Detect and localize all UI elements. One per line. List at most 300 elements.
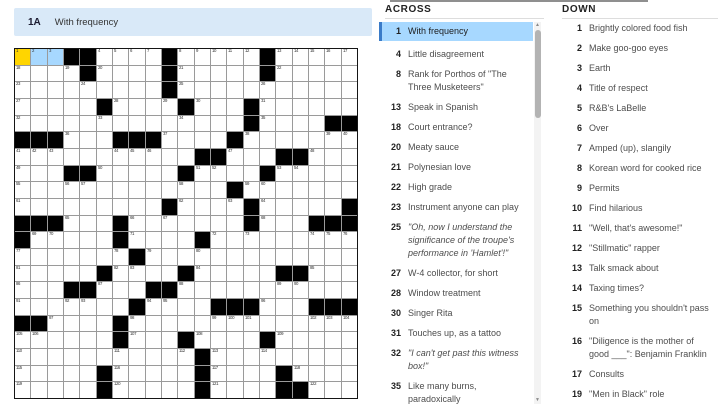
across-clue-13[interactable] [379, 101, 533, 114]
grid-cell[interactable] [227, 316, 242, 332]
grid-cell[interactable] [129, 99, 144, 115]
grid-cell[interactable] [64, 132, 79, 148]
grid-cell[interactable] [178, 232, 193, 248]
grid-cell[interactable] [260, 282, 275, 298]
grid-cell[interactable] [260, 299, 275, 315]
grid-cell[interactable] [97, 332, 112, 348]
grid-cell[interactable] [309, 99, 324, 115]
grid-cell[interactable] [113, 149, 128, 165]
grid-cell[interactable] [244, 249, 259, 265]
grid-cell[interactable] [97, 66, 112, 82]
grid-cell[interactable] [211, 366, 226, 382]
grid-cell[interactable] [146, 49, 161, 65]
grid-cell[interactable] [276, 99, 291, 115]
grid-cell[interactable] [178, 249, 193, 265]
grid-cell[interactable] [162, 116, 177, 132]
grid-cell[interactable] [146, 249, 161, 265]
grid-cell[interactable] [129, 66, 144, 82]
grid-cell[interactable] [178, 382, 193, 398]
grid-cell[interactable] [113, 266, 128, 282]
grid-cell[interactable] [97, 182, 112, 198]
grid-cell[interactable] [276, 132, 291, 148]
grid-cell[interactable] [244, 166, 259, 182]
grid-cell[interactable] [80, 349, 95, 365]
grid-cell[interactable] [129, 149, 144, 165]
grid-cell[interactable] [227, 66, 242, 82]
grid-cell[interactable] [276, 182, 291, 198]
down-clue-6[interactable] [560, 122, 718, 135]
grid-cell[interactable] [129, 349, 144, 365]
grid-cell[interactable] [113, 116, 128, 132]
grid-cell[interactable] [129, 82, 144, 98]
grid-cell[interactable] [80, 182, 95, 198]
down-clue-8[interactable] [560, 162, 718, 175]
grid-cell[interactable] [244, 349, 259, 365]
grid-cell[interactable] [64, 182, 79, 198]
grid-cell[interactable] [162, 316, 177, 332]
grid-cell[interactable] [260, 316, 275, 332]
grid-cell[interactable] [342, 149, 357, 165]
grid-cell[interactable] [293, 316, 308, 332]
grid-cell[interactable] [342, 282, 357, 298]
grid-cell[interactable] [129, 232, 144, 248]
grid-cell[interactable] [178, 132, 193, 148]
grid-cell[interactable] [325, 332, 340, 348]
grid-cell[interactable] [80, 299, 95, 315]
grid-cell[interactable] [15, 282, 30, 298]
grid-cell[interactable] [129, 116, 144, 132]
across-scrollbar-thumb[interactable] [535, 30, 541, 118]
grid-cell[interactable] [276, 116, 291, 132]
down-clue-3[interactable] [560, 62, 718, 75]
across-scrollbar[interactable] [534, 22, 541, 404]
grid-cell[interactable] [309, 316, 324, 332]
grid-cell[interactable] [260, 249, 275, 265]
grid-cell[interactable] [195, 99, 210, 115]
down-clue-4[interactable] [560, 82, 718, 95]
grid-cell[interactable] [162, 149, 177, 165]
grid-cell[interactable] [48, 282, 63, 298]
grid-cell[interactable] [211, 249, 226, 265]
grid-cell[interactable] [162, 366, 177, 382]
grid-cell[interactable] [342, 182, 357, 198]
grid-cell[interactable] [178, 349, 193, 365]
grid-cell[interactable] [48, 316, 63, 332]
grid-cell[interactable] [15, 332, 30, 348]
grid-cell[interactable] [146, 166, 161, 182]
grid-cell[interactable] [162, 182, 177, 198]
grid-cell[interactable] [129, 316, 144, 332]
grid-cell[interactable] [80, 232, 95, 248]
down-clue-7[interactable] [560, 142, 718, 155]
grid-cell[interactable] [80, 249, 95, 265]
grid-cell[interactable] [146, 366, 161, 382]
grid-cell[interactable] [146, 299, 161, 315]
grid-cell[interactable] [15, 82, 30, 98]
grid-cell[interactable] [146, 316, 161, 332]
grid-cell[interactable] [309, 116, 324, 132]
grid-cell[interactable] [211, 49, 226, 65]
grid-cell[interactable] [227, 149, 242, 165]
grid-cell[interactable] [342, 316, 357, 332]
grid-cell[interactable] [325, 382, 340, 398]
grid-cell[interactable] [227, 166, 242, 182]
across-clue-28[interactable] [379, 287, 533, 300]
grid-cell[interactable] [342, 82, 357, 98]
grid-cell[interactable] [80, 366, 95, 382]
grid-cell[interactable] [211, 349, 226, 365]
grid-cell[interactable] [309, 282, 324, 298]
grid-cell[interactable] [325, 316, 340, 332]
grid-cell[interactable] [293, 182, 308, 198]
down-clue-17[interactable] [560, 368, 718, 381]
grid-cell[interactable] [227, 216, 242, 232]
grid-cell[interactable] [64, 199, 79, 215]
grid-cell[interactable] [48, 332, 63, 348]
grid-cell[interactable] [64, 116, 79, 132]
grid-cell[interactable] [293, 216, 308, 232]
grid-cell[interactable] [342, 366, 357, 382]
grid-cell[interactable] [309, 82, 324, 98]
across-clue-18[interactable] [379, 121, 533, 134]
down-clue-15[interactable] [560, 302, 718, 328]
down-clue-9[interactable] [560, 182, 718, 195]
grid-cell[interactable] [113, 282, 128, 298]
grid-cell[interactable] [178, 316, 193, 332]
grid-cell[interactable] [146, 349, 161, 365]
grid-cell[interactable] [325, 49, 340, 65]
grid-cell[interactable] [293, 199, 308, 215]
grid-cell[interactable] [178, 116, 193, 132]
across-clue-30[interactable] [379, 307, 533, 320]
grid-cell[interactable] [211, 199, 226, 215]
across-clue-31[interactable] [379, 327, 533, 340]
grid-cell[interactable] [342, 66, 357, 82]
grid-cell[interactable] [31, 182, 46, 198]
grid-cell[interactable] [325, 349, 340, 365]
grid-cell[interactable] [309, 232, 324, 248]
grid-cell[interactable] [195, 132, 210, 148]
grid-cell[interactable] [48, 266, 63, 282]
grid-cell[interactable] [31, 366, 46, 382]
grid-cell[interactable] [293, 282, 308, 298]
grid-cell[interactable] [48, 199, 63, 215]
grid-cell[interactable] [178, 49, 193, 65]
grid-cell[interactable] [113, 382, 128, 398]
grid-cell[interactable] [31, 299, 46, 315]
grid-cell[interactable] [195, 166, 210, 182]
grid-cell[interactable] [48, 232, 63, 248]
grid-cell[interactable] [48, 99, 63, 115]
across-clue-23[interactable] [379, 201, 533, 214]
grid-cell[interactable] [244, 182, 259, 198]
grid-cell[interactable] [129, 166, 144, 182]
grid-cell[interactable] [342, 166, 357, 182]
grid-cell[interactable] [260, 366, 275, 382]
grid-cell[interactable] [260, 116, 275, 132]
grid-cell[interactable] [31, 199, 46, 215]
grid-cell[interactable] [15, 49, 30, 65]
grid-cell[interactable] [325, 366, 340, 382]
grid-cell[interactable] [48, 66, 63, 82]
grid-cell[interactable] [325, 149, 340, 165]
grid-cell[interactable] [260, 349, 275, 365]
grid-cell[interactable] [80, 82, 95, 98]
grid-cell[interactable] [227, 249, 242, 265]
grid-cell[interactable] [129, 199, 144, 215]
grid-cell[interactable] [129, 282, 144, 298]
grid-cell[interactable] [227, 49, 242, 65]
down-clue-2[interactable] [560, 42, 718, 55]
grid-cell[interactable] [178, 282, 193, 298]
grid-cell[interactable] [227, 366, 242, 382]
grid-cell[interactable] [162, 332, 177, 348]
grid-cell[interactable] [31, 116, 46, 132]
scrollbar-up-icon[interactable]: ▲ [535, 22, 540, 28]
grid-cell[interactable] [309, 266, 324, 282]
grid-cell[interactable] [146, 199, 161, 215]
grid-cell[interactable] [97, 199, 112, 215]
grid-cell[interactable] [80, 316, 95, 332]
grid-cell[interactable] [178, 216, 193, 232]
grid-cell[interactable] [195, 282, 210, 298]
grid-cell[interactable] [211, 99, 226, 115]
scrollbar-down-icon[interactable]: ▼ [535, 397, 540, 403]
grid-cell[interactable] [227, 382, 242, 398]
grid-cell[interactable] [227, 99, 242, 115]
grid-cell[interactable] [146, 82, 161, 98]
grid-cell[interactable] [342, 232, 357, 248]
grid-cell[interactable] [48, 182, 63, 198]
grid-cell[interactable] [64, 99, 79, 115]
grid-cell[interactable] [64, 266, 79, 282]
grid-cell[interactable] [113, 299, 128, 315]
grid-cell[interactable] [325, 282, 340, 298]
grid-cell[interactable] [244, 282, 259, 298]
across-clue-21[interactable] [379, 161, 533, 174]
grid-cell[interactable] [146, 382, 161, 398]
grid-cell[interactable] [342, 266, 357, 282]
grid-cell[interactable] [15, 66, 30, 82]
grid-cell[interactable] [97, 232, 112, 248]
grid-cell[interactable] [276, 282, 291, 298]
across-clue-1[interactable] [379, 22, 533, 41]
grid-cell[interactable] [244, 332, 259, 348]
grid-cell[interactable] [244, 366, 259, 382]
grid-cell[interactable] [113, 199, 128, 215]
grid-cell[interactable] [293, 166, 308, 182]
grid-cell[interactable] [211, 132, 226, 148]
grid-cell[interactable] [309, 349, 324, 365]
grid-cell[interactable] [195, 49, 210, 65]
grid-cell[interactable] [211, 232, 226, 248]
grid-cell[interactable] [48, 166, 63, 182]
grid-cell[interactable] [211, 282, 226, 298]
grid-cell[interactable] [195, 216, 210, 232]
grid-cell[interactable] [325, 66, 340, 82]
down-clue-14[interactable] [560, 282, 718, 295]
grid-cell[interactable] [15, 299, 30, 315]
grid-cell[interactable] [80, 99, 95, 115]
grid-cell[interactable] [227, 82, 242, 98]
grid-cell[interactable] [293, 99, 308, 115]
grid-cell[interactable] [48, 82, 63, 98]
down-clue-11[interactable] [560, 222, 718, 235]
grid-cell[interactable] [178, 66, 193, 82]
grid-cell[interactable] [195, 116, 210, 132]
grid-cell[interactable] [211, 266, 226, 282]
grid-cell[interactable] [31, 166, 46, 182]
grid-cell[interactable] [276, 232, 291, 248]
grid-cell[interactable] [64, 232, 79, 248]
grid-cell[interactable] [162, 349, 177, 365]
grid-cell[interactable] [244, 232, 259, 248]
grid-cell[interactable] [64, 66, 79, 82]
grid-cell[interactable] [113, 366, 128, 382]
grid-cell[interactable] [129, 332, 144, 348]
grid-cell[interactable] [97, 349, 112, 365]
grid-cell[interactable] [309, 382, 324, 398]
grid-cell[interactable] [15, 182, 30, 198]
grid-cell[interactable] [178, 366, 193, 382]
grid-cell[interactable] [162, 249, 177, 265]
grid-cell[interactable] [64, 349, 79, 365]
grid-cell[interactable] [195, 316, 210, 332]
across-clue-8[interactable] [379, 68, 533, 94]
grid-cell[interactable] [97, 216, 112, 232]
grid-cell[interactable] [260, 199, 275, 215]
grid-cell[interactable] [309, 199, 324, 215]
grid-cell[interactable] [260, 82, 275, 98]
grid-cell[interactable] [80, 132, 95, 148]
grid-cell[interactable] [15, 199, 30, 215]
grid-cell[interactable] [48, 149, 63, 165]
grid-cell[interactable] [211, 116, 226, 132]
grid-cell[interactable] [113, 49, 128, 65]
across-clue-25[interactable] [379, 221, 533, 260]
grid-cell[interactable] [293, 349, 308, 365]
grid-cell[interactable] [276, 316, 291, 332]
grid-cell[interactable] [80, 382, 95, 398]
grid-cell[interactable] [211, 166, 226, 182]
down-clue-1[interactable] [560, 22, 718, 35]
grid-cell[interactable] [260, 149, 275, 165]
grid-cell[interactable] [309, 49, 324, 65]
grid-cell[interactable] [260, 216, 275, 232]
grid-cell[interactable] [276, 166, 291, 182]
grid-cell[interactable] [129, 216, 144, 232]
grid-cell[interactable] [227, 232, 242, 248]
grid-cell[interactable] [342, 132, 357, 148]
grid-cell[interactable] [97, 132, 112, 148]
grid-cell[interactable] [342, 249, 357, 265]
grid-cell[interactable] [244, 82, 259, 98]
grid-cell[interactable] [244, 266, 259, 282]
grid-cell[interactable] [48, 382, 63, 398]
grid-cell[interactable] [97, 299, 112, 315]
grid-cell[interactable] [129, 266, 144, 282]
grid-cell[interactable] [195, 332, 210, 348]
grid-cell[interactable] [113, 349, 128, 365]
grid-cell[interactable] [309, 249, 324, 265]
grid-cell[interactable] [293, 332, 308, 348]
grid-cell[interactable] [244, 316, 259, 332]
grid-cell[interactable] [211, 82, 226, 98]
down-clue-16[interactable] [560, 335, 718, 361]
grid-cell[interactable] [293, 49, 308, 65]
grid-cell[interactable] [227, 282, 242, 298]
grid-cell[interactable] [325, 182, 340, 198]
grid-cell[interactable] [97, 249, 112, 265]
grid-cell[interactable] [64, 382, 79, 398]
grid-cell[interactable] [309, 366, 324, 382]
grid-cell[interactable] [31, 232, 46, 248]
grid-cell[interactable] [97, 149, 112, 165]
grid-cell[interactable] [31, 332, 46, 348]
current-clue-bar[interactable] [14, 8, 372, 36]
grid-cell[interactable] [244, 382, 259, 398]
grid-cell[interactable] [276, 216, 291, 232]
grid-cell[interactable] [293, 66, 308, 82]
grid-cell[interactable] [293, 249, 308, 265]
grid-cell[interactable] [64, 249, 79, 265]
grid-cell[interactable] [211, 382, 226, 398]
grid-cell[interactable] [195, 66, 210, 82]
grid-cell[interactable] [211, 316, 226, 332]
grid-cell[interactable] [64, 149, 79, 165]
grid-cell[interactable] [227, 266, 242, 282]
grid-cell[interactable] [48, 249, 63, 265]
grid-cell[interactable] [227, 199, 242, 215]
grid-cell[interactable] [325, 249, 340, 265]
grid-cell[interactable] [80, 332, 95, 348]
grid-cell[interactable] [162, 266, 177, 282]
grid-cell[interactable] [97, 166, 112, 182]
grid-cell[interactable] [260, 182, 275, 198]
grid-cell[interactable] [211, 66, 226, 82]
grid-cell[interactable] [325, 99, 340, 115]
down-clue-19[interactable] [560, 388, 718, 401]
grid-cell[interactable] [211, 216, 226, 232]
grid-cell[interactable] [64, 216, 79, 232]
grid-cell[interactable] [15, 249, 30, 265]
grid-cell[interactable] [325, 132, 340, 148]
grid-cell[interactable] [309, 166, 324, 182]
grid-cell[interactable] [342, 332, 357, 348]
grid-cell[interactable] [227, 349, 242, 365]
grid-cell[interactable] [162, 299, 177, 315]
grid-cell[interactable] [195, 266, 210, 282]
grid-cell[interactable] [146, 99, 161, 115]
grid-cell[interactable] [276, 49, 291, 65]
grid-cell[interactable] [309, 149, 324, 165]
grid-cell[interactable] [97, 316, 112, 332]
grid-cell[interactable] [211, 182, 226, 198]
grid-cell[interactable] [15, 116, 30, 132]
grid-cell[interactable] [293, 132, 308, 148]
grid-cell[interactable] [325, 199, 340, 215]
grid-cell[interactable] [342, 49, 357, 65]
grid-cell[interactable] [129, 49, 144, 65]
grid-cell[interactable] [113, 182, 128, 198]
grid-cell[interactable] [227, 116, 242, 132]
grid-cell[interactable] [260, 132, 275, 148]
grid-cell[interactable] [113, 82, 128, 98]
grid-cell[interactable] [309, 332, 324, 348]
grid-cell[interactable] [146, 182, 161, 198]
grid-cell[interactable] [48, 349, 63, 365]
down-clue-12[interactable] [560, 242, 718, 255]
